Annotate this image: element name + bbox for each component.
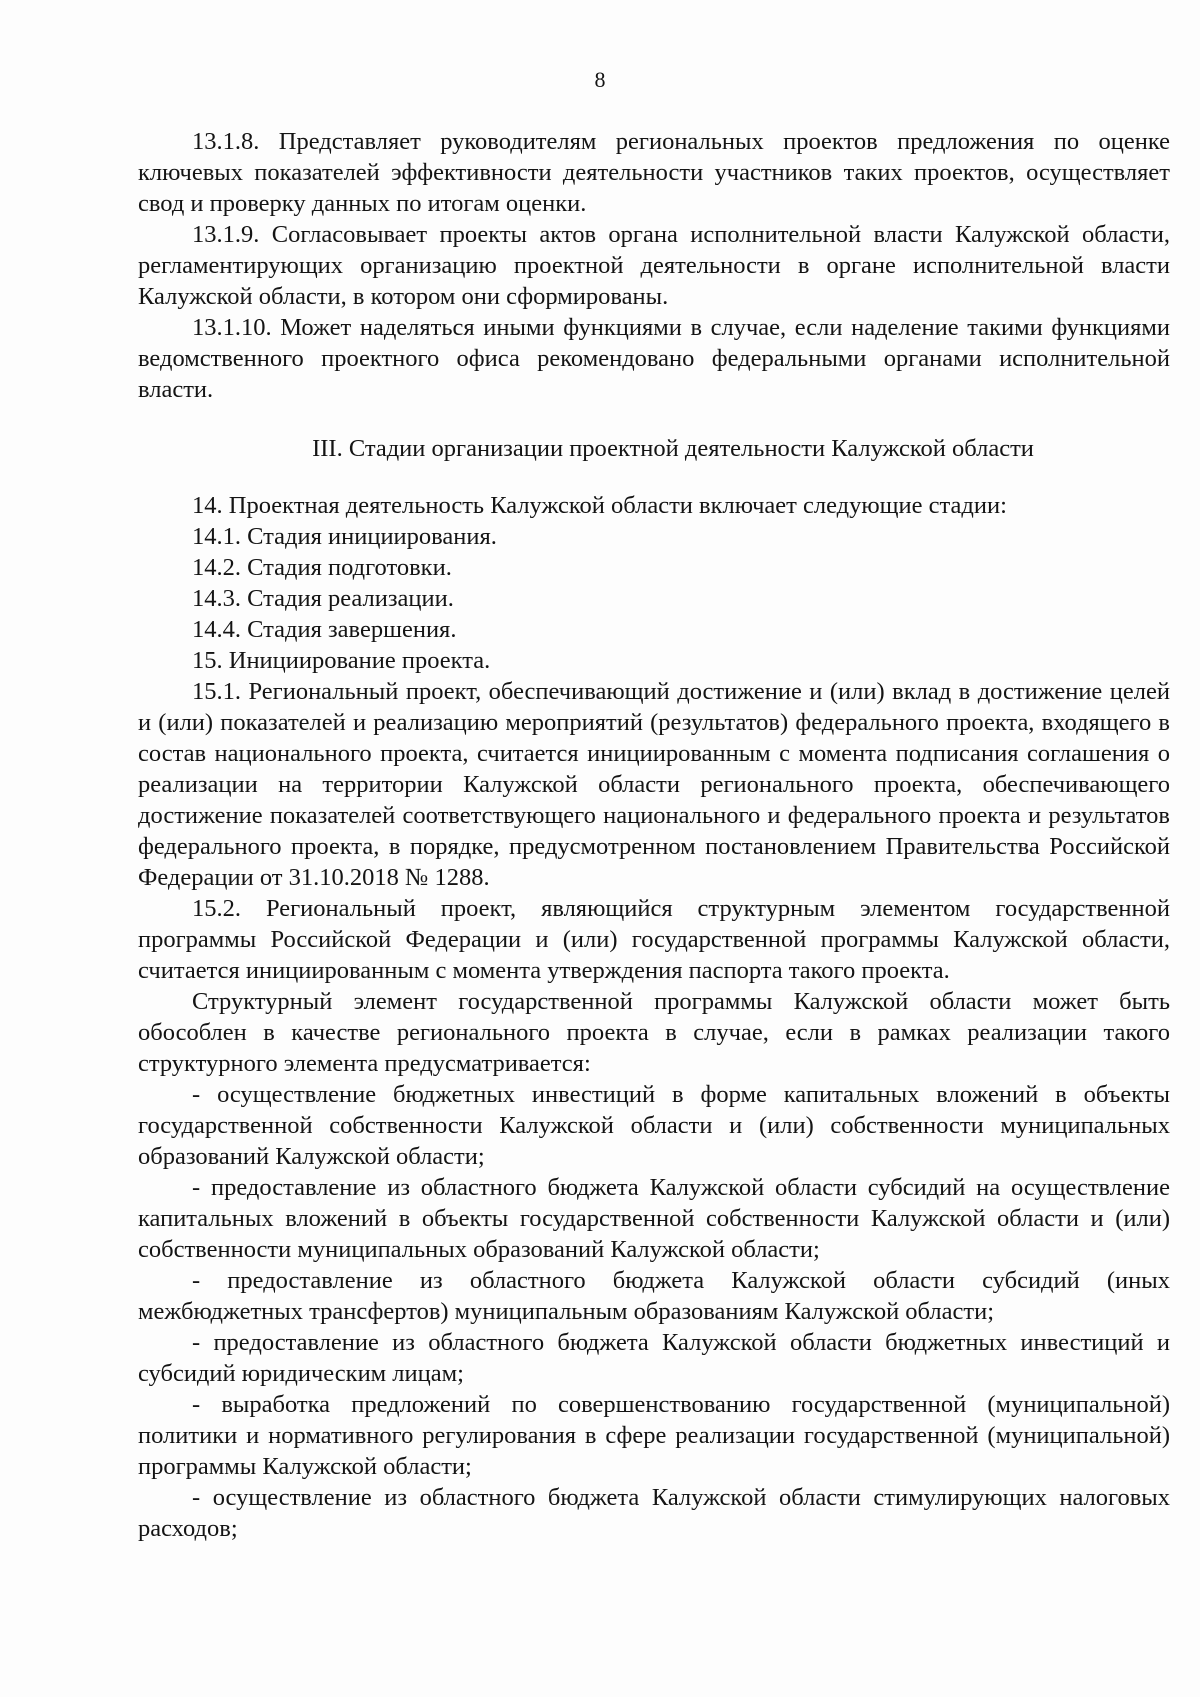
paragraph-structural-element: Структурный элемент государственной программы Калужской области может быть обособлен в качестве регионального проекта в случае, если в рамках реализации такого структурного элемента предусматривается: (138, 988, 1170, 1077)
paragraph-14-1: 14.1. Стадия инициирования. (192, 523, 497, 550)
document-body (138, 126, 1170, 1544)
paragraph-15: 15. Инициирование проекта. (192, 647, 491, 674)
section-heading: III. Стадии организации проектной деятельности Калужской области (312, 435, 1034, 462)
paragraph-15-1: 15.1. Региональный проект, обеспечивающий достижение и (или) вклад в достижение целей и (или) показателей и реализацию мероприятий (результатов) федерального проекта, входящего в состав национального проекта, считается инициированным с момента подписания соглашения о реализации на территории Калужской области регионального проекта, обеспечивающего достижение показателей соответствующего национального и федерального проекта и результатов федерального проекта, в порядке, предусмотренном постановлением Правительства Российской Федерации от 31.10.2018 № 1288. (138, 678, 1170, 891)
bullet-policy-proposals: - выработка предложений по совершенствованию государственной (муниципальной) политики и нормативного регулирования в сфере реализации государственной (муниципальной) программы Калужской области; (138, 1391, 1170, 1480)
page-number: 8 (594, 67, 606, 92)
paragraph-14-3: 14.3. Стадия реализации. (192, 585, 454, 612)
paragraph-14: 14. Проектная деятельность Калужской области включает следующие стадии: (192, 492, 1007, 519)
paragraph-13-1-8: 13.1.8. Представляет руководителям региональных проектов предложения по оценке ключевых показателей эффективности деятельности участников таких проектов, осуществляет свод и проверку данных по итогам оценки. (138, 128, 1170, 217)
bullet-tax-expenditures: - осуществление из областного бюджета Калужской области стимулирующих налоговых расходов; (138, 1484, 1170, 1542)
paragraph-14-4: 14.4. Стадия завершения. (192, 616, 457, 643)
paragraph-13-1-9: 13.1.9. Согласовывает проекты актов органа исполнительной власти Калужской области, регламентирующих организацию проектной деятельности в органе исполнительной власти Калужской области, в котором они сформированы. (138, 221, 1170, 310)
paragraph-13-1-10: 13.1.10. Может наделяться иными функциями в случае, если наделение такими функциями ведомственного проектного офиса рекомендовано федеральными органами исполнительной власти. (138, 314, 1170, 403)
bullet-interbudget-transfers: - предоставление из областного бюджета Калужской области субсидий (иных межбюджетных трансфертов) муниципальным образованиям Калужской области; (138, 1267, 1170, 1325)
bullet-legal-entities: - предоставление из областного бюджета Калужской области бюджетных инвестиций и субсидий юридическим лицам; (138, 1329, 1170, 1387)
paragraph-15-2: 15.2. Региональный проект, являющийся структурным элементом государственной программы Российской Федерации и (или) государственной программы Калужской области, считается инициированным с момента утверждения паспорта такого проекта. (138, 895, 1170, 984)
bullet-capital-subsidies: - предоставление из областного бюджета Калужской области субсидий на осуществление капитальных вложений в объекты государственной собственности Калужской области и (или) собственности муниципальных образований Калужской области; (138, 1174, 1170, 1263)
bullet-budget-investments: - осуществление бюджетных инвестиций в форме капитальных вложений в объекты государственной собственности Калужской области и (или) собственности муниципальных образований Калужской области; (138, 1081, 1170, 1170)
paragraph-14-2: 14.2. Стадия подготовки. (192, 554, 452, 581)
